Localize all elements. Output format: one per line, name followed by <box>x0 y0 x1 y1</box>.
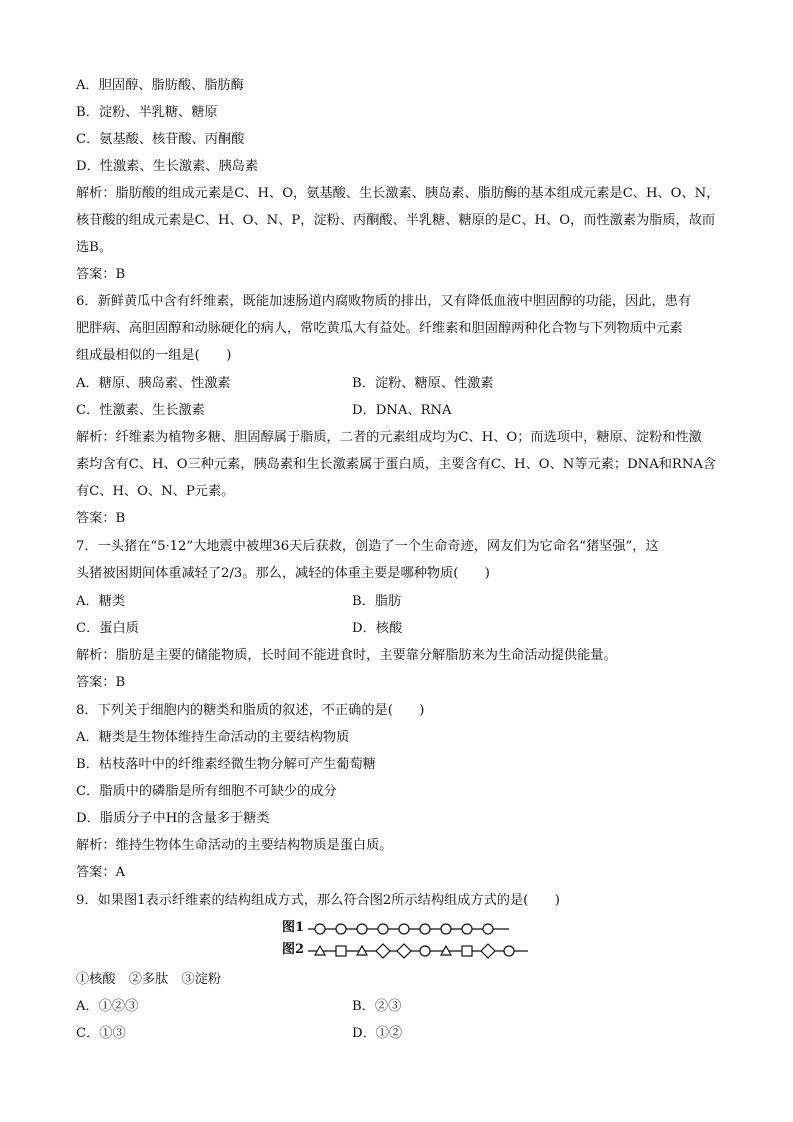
figure-2-chain <box>308 942 528 960</box>
q8-analysis: 解析：维持生物体生命活动的主要结构物质是蛋白质。 <box>76 838 393 853</box>
monomer-circle <box>504 946 514 956</box>
q9-option-d: D．①② <box>352 1026 403 1041</box>
q6-option-d: D．DNA、RNA <box>352 403 452 418</box>
q6-answer: 答案：B <box>76 511 126 526</box>
monomer-circle <box>483 924 493 934</box>
monomer-diamond <box>481 944 495 958</box>
monomer-circle <box>420 946 430 956</box>
monomer-circle <box>462 924 472 934</box>
q7-option-d: D．核酸 <box>352 621 403 636</box>
q8-answer: 答案：A <box>76 865 126 880</box>
q5-answer: 答案：B <box>76 267 126 282</box>
q5-option-d: D．性激素、生长激素、胰岛素 <box>76 159 259 174</box>
q5-option-b: B．淀粉、半乳糖、糖原 <box>76 105 218 120</box>
q5-analysis-line: 选B。 <box>76 240 113 255</box>
monomer-circle <box>336 924 346 934</box>
q9-option-b: B．②③ <box>352 999 402 1014</box>
q7-analysis: 解析：脂肪是主要的储能物质，长时间不能进食时，主要靠分解脂肪来为生命活动提供能量。 <box>76 648 617 663</box>
q7-stem-line: 7．一头猪在“5·12”大地震中被埋36天后获救，创造了一个生命奇迹，网友们为它命名“猪坚强”，这 <box>76 539 659 554</box>
q9-stem: 9．如果图1表示纤维素的结构组成方式，那么符合图2所示结构组成方式的是( ) <box>76 893 560 908</box>
q7-option-c: C．蛋白质 <box>76 621 139 636</box>
q8-option-c: C．脂质中的磷脂是所有细胞不可缺少的成分 <box>76 784 337 799</box>
monomer-circle <box>315 924 325 934</box>
monomer-circle <box>357 924 367 934</box>
q5-analysis-line: 解析：脂肪酸的组成元素是C、H、O，氨基酸、生长激素、胰岛素、脂肪酶的基本组成元素是C、H、O、N， <box>76 186 720 201</box>
q5-option-a: A．胆固醇、脂肪酸、脂肪酶 <box>76 78 244 93</box>
q6-stem-line: 组成最相似的一组是( ) <box>76 348 232 363</box>
monomer-circle <box>399 924 409 934</box>
figure-1-label: 图1 <box>282 920 305 935</box>
q7-option-a: A．糖类 <box>76 594 126 609</box>
q5-option-c: C．氨基酸、核苷酸、丙酮酸 <box>76 132 245 147</box>
monomer-circle <box>441 924 451 934</box>
monomer-circle <box>420 924 430 934</box>
monomer-diamond <box>376 944 390 958</box>
q6-analysis-line: 素均含有C、H、O三种元素，胰岛素和生长激素属于蛋白质，主要含有C、H、O、N等元素；DNA和RNA含 <box>76 457 717 472</box>
figure-2-label: 图2 <box>282 942 305 957</box>
q9-choices: ①核酸 ②多肽 ③淀粉 <box>76 972 222 987</box>
monomer-square <box>462 946 472 956</box>
q6-option-a: A．糖原、胰岛素、性激素 <box>76 376 231 391</box>
q5-analysis-line: 核苷酸的组成元素是C、H、O、N、P，淀粉、丙酮酸、半乳糖、糖原的是C、H、O，而性激素为脂质，故而 <box>76 213 716 228</box>
q9-option-a: A．①②③ <box>76 999 139 1014</box>
q7-option-b: B．脂肪 <box>352 594 402 609</box>
monomer-diamond <box>397 944 411 958</box>
q6-option-c: C．性激素、生长激素 <box>76 403 205 418</box>
monomer-circle <box>378 924 388 934</box>
q8-stem: 8．下列关于细胞内的糖类和脂质的叙述，不正确的是( ) <box>76 703 425 718</box>
figure-1-chain <box>308 920 528 938</box>
q9-option-c: C．①③ <box>76 1026 126 1041</box>
monomer-square <box>336 946 346 956</box>
q6-stem-line: 6．新鲜黄瓜中含有纤维素，既能加速肠道内腐败物质的排出，又有降低血液中胆固醇的功能，因此，患有 <box>76 294 692 309</box>
q6-analysis-line: 有C、H、O、N、P元素。 <box>76 484 235 499</box>
q6-analysis-line: 解析：纤维素为植物多糖、胆固醇属于脂质，二者的元素组成均为C、H、O；而选项中，糖原、淀粉和性激 <box>76 430 702 445</box>
q8-option-a: A．糖类是生物体维持生命活动的主要结构物质 <box>76 730 350 745</box>
q7-stem-line: 头猪被困期间体重减轻了2/3。那么，减轻的体重主要是哪种物质( ) <box>76 566 490 581</box>
q7-answer: 答案：B <box>76 675 126 690</box>
q8-option-d: D．脂质分子中H的含量多于糖类 <box>76 811 270 826</box>
q6-option-b: B．淀粉、糖原、性激素 <box>352 376 494 391</box>
q8-option-b: B．枯枝落叶中的纤维素经微生物分解可产生葡萄糖 <box>76 757 376 772</box>
q6-stem-line: 肥胖病、高胆固醇和动脉硬化的病人，常吃黄瓜大有益处。纤维素和胆固醇两种化合物与下列物质中元素 <box>76 321 683 336</box>
